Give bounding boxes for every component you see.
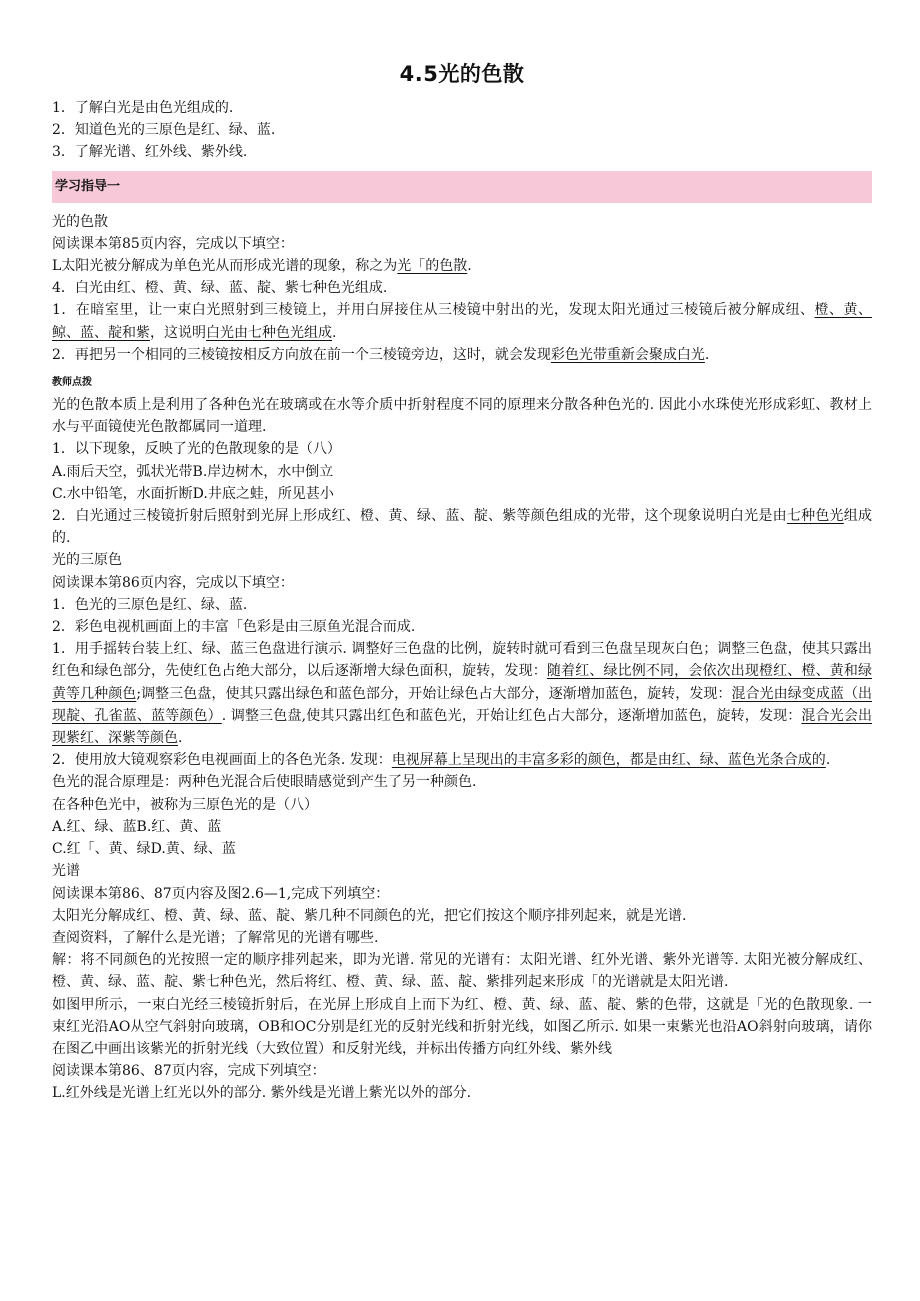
question-options: A.雨后天空，弧状光带B.岸边树木，水中倒立: [52, 463, 334, 480]
section-heading-spectrum: 光谱: [52, 863, 80, 880]
answer-underlined: 橙、黄、鲸、蓝、靛和紫: [52, 302, 872, 341]
fill-line: 4．白光由红、橙、黄、绿、蓝、靛、紫七种色光组成.: [52, 280, 388, 297]
fill-line: [52, 344, 872, 366]
answer-underlined: 光「的色散: [397, 258, 468, 275]
fill-line: L.红外线是光谱上红光以外的部分. 紫外线是光谱上紫光以外的部分.: [52, 1085, 472, 1102]
question-options: C.红「、黄、绿D.黄、绿、蓝: [52, 841, 236, 858]
fill-line: 2．彩色电视机画面上的丰富「色彩是由三原鱼光混合而成.: [52, 619, 416, 636]
text: .: [467, 258, 472, 275]
text: .: [332, 324, 337, 341]
text: 2．白光通过三棱镜折射后照射到光屏上形成红、橙、黄、绿、蓝、靛、紫等颜色组成的光带，这个现象说明白光是由: [52, 508, 787, 525]
question-options: A.红、绿、蓝B.红、黄、蓝: [52, 818, 222, 835]
text: ;调整三色盘，使其只露出绿色和蓝色部分，开始让绿色占大部分，逐渐增加蓝色，旋转，发现：: [136, 685, 732, 702]
text: 组成的.: [52, 508, 873, 547]
text: ，这说明: [150, 324, 206, 341]
experiment-paragraph: [52, 638, 872, 749]
experiment-paragraph: [52, 749, 872, 771]
fill-paragraph: [52, 299, 872, 343]
fill-line: 太阳光分解成红、橙、黄、绿、蓝、靛、紫几种不同颜色的光，把它们按这个顺序排列起来，就是光谱.: [52, 907, 687, 924]
answer-underlined: 白光由七种色光组成: [206, 324, 332, 341]
reading-instruction: 阅读课本第86、87页内容，完成下列填空：: [52, 1063, 326, 1080]
reading-instruction: 阅读课本第86页内容，完成以下填空：: [52, 574, 294, 591]
text: 1．用手摇转台装上红、绿、蓝三色盘进行演示. 调整好三色盘的比例，旋转时就可看到三色盘呈现灰白色；调整三色盘，使其只露出红色和绿色部分，先使红色占绝大部分，以后逐渐增大绿色面积，旋转，发现：: [52, 641, 872, 680]
reading-instruction: 阅读课本第86、87页内容及图2.6—1,完成下列填空：: [52, 885, 390, 902]
fill-line: [52, 255, 872, 277]
document-page: [52, 58, 872, 1105]
objective-2: 2．知道色光的三原色是红、绿、蓝.: [52, 122, 276, 139]
teacher-tip-label: 教师点拨: [52, 377, 92, 389]
text: .: [825, 752, 831, 769]
text: .: [704, 346, 710, 363]
objective-1: 1．了解白光是由色光组成的.: [52, 100, 234, 116]
teacher-tip-text: 光的色散本质上是利用了各种色光在玻璃或在水等介质中折射程度不同的原理来分散各种色光的. 因此小水珠使光形成彩虹、教材上水与平面镜使光色散都属同一道理.: [52, 397, 872, 436]
section-banner: 学习指导一: [52, 171, 872, 203]
answer-underlined: 电视屏幕上呈现出的丰富多彩的颜色，都是由红、绿、蓝色光条合成的: [391, 752, 826, 769]
question: 在各种色光中，被称为三原色光的是（八）: [52, 796, 318, 813]
question: [52, 505, 872, 549]
section-heading-primary-colors: 光的三原色: [52, 552, 122, 569]
question-paragraph: 如图甲所示，一束白光经三棱镜折射后，在光屏上形成自上而下为红、橙、黄、绿、蓝、靛、紫的色带，这就是「光的色散现象. 一束红光沿AO从空气斜射向玻璃，OB和OC分别是红光的反射光线和折射光线，如图乙所示. 如果一束紫光也沿AO斜射向玻璃，请你在图乙中画出该紫光的折射光线（大致位置）和反射光线，并标出传播方向红外线、紫外线: [52, 996, 872, 1057]
answer-underlined: 彩色光带重新会聚成白光: [550, 346, 705, 363]
principle-text: 色光的混合原理是：两种色光混合后使眼睛感觉到产生了另一种颜色.: [52, 774, 477, 791]
answer-underlined: 混合光由绿变成蓝（出现靛、孔雀蓝、蓝等颜色）: [52, 685, 873, 724]
reading-instruction: 阅读课本第85页内容，完成以下填空：: [52, 235, 294, 252]
answer-paragraph: 解：将不同颜色的光按照一定的顺序排列起来，即为光谱. 常见的光谱有：太阳光谱、红外光谱、紫外光谱等. 太阳光被分解成红、橙、黄、绿、蓝、靛、紫七种色光，然后将红、橙、黄、绿、蓝、靛、紫排列起来形成「的光谱就是太阳光谱.: [52, 952, 872, 991]
text: L太阳光被分解成为单色光从而形成光谱的现象，称之为: [52, 258, 398, 275]
fill-line: 查阅资料，了解什么是光谱；了解常见的光谱有哪些.: [52, 929, 379, 946]
text: 2．使用放大镜观察彩色电视画面上的各色光条. 发现：: [52, 752, 392, 769]
page-title: 4.5光的色散: [399, 62, 525, 86]
text: 2．再把另一个相同的三棱镜按相反方向放在前一个三棱镜旁边，这时，就会发现: [52, 346, 551, 363]
answer-underlined: 随着红、绿比例不同，会依次出现橙红、橙、黄和绿黄等几种颜色: [52, 663, 873, 702]
question-options: C.水中铅笔，水面折断D.井底之蛙，所见甚小: [52, 485, 334, 502]
text: 1．在暗室里，让一束白光照射到三棱镜上，并用白屏接住从三棱镜中射出的光，发现太阳光通过三棱镜后被分解成纽、: [52, 302, 815, 319]
answer-underlined: 混合光会出现紫红、深紫等颜色: [52, 707, 873, 747]
question: 1．以下现象，反映了光的色散现象的是（八）: [52, 441, 341, 458]
text: . 调整三色盘,使其只露出红色和蓝色光，开始让红色占大部分，逐渐增加蓝色，旋转，发现：: [221, 707, 802, 724]
section-heading-dispersion: 光的色散: [52, 213, 108, 230]
fill-line: 1．色光的三原色是红、绿、蓝.: [52, 596, 248, 613]
answer-underlined: 七种色光: [786, 508, 844, 525]
objective-3: 3．了解光谱、红外线、紫外线.: [52, 144, 248, 161]
text: .: [178, 730, 183, 747]
